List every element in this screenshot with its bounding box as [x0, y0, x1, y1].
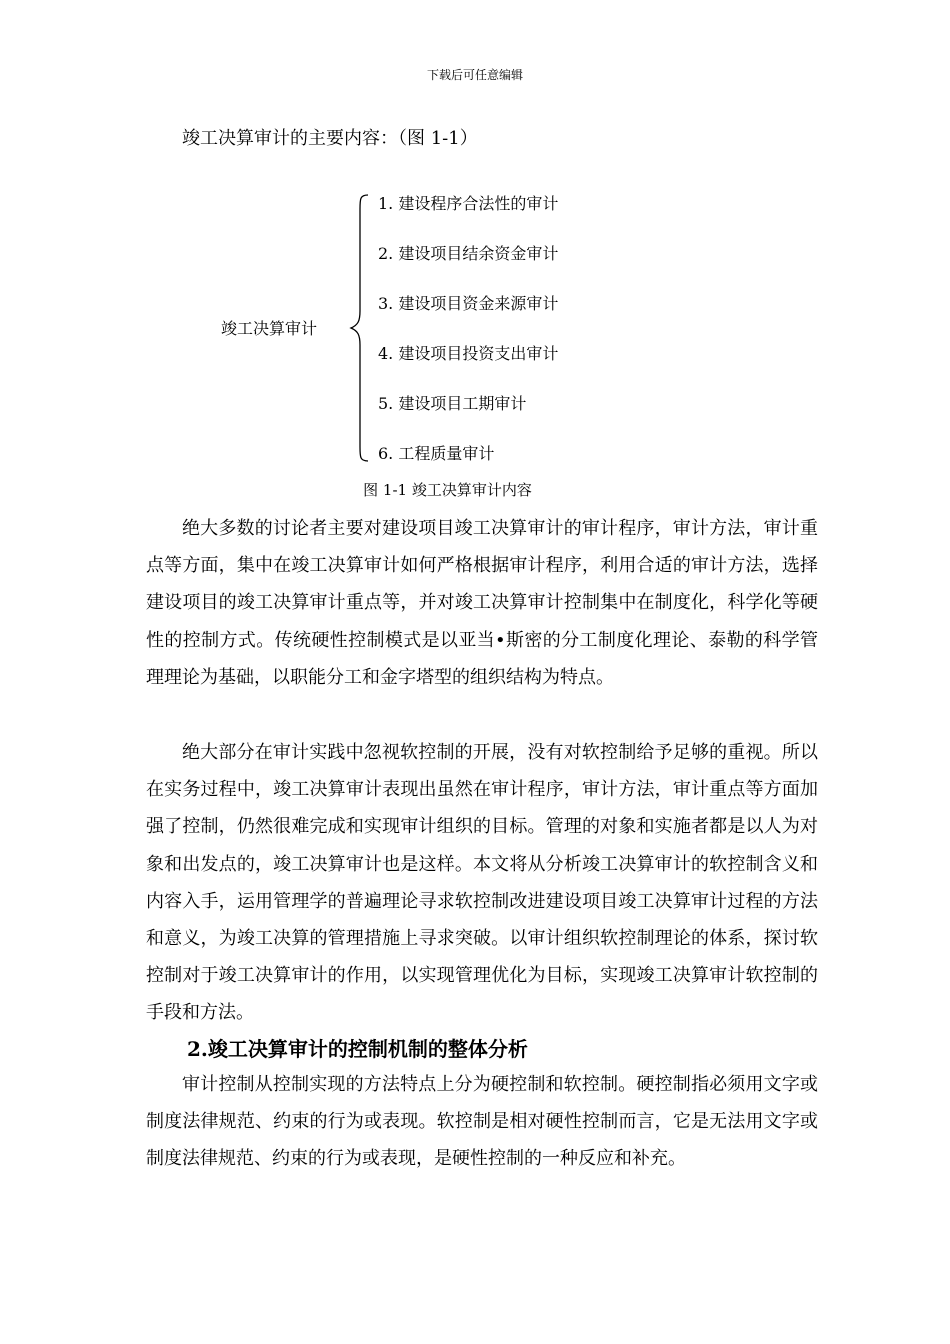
figure-root-label: 竣工决算审计 — [221, 319, 318, 338]
section-paragraph: 审计控制从控制实现的方法特点上分为硬控制和软控制。硬控制指必须用文字或制度法律规范、约束的行为或表现。软控制是相对硬性控制而言，它是无法用文字或制度法律规范、约束的行为或表现，是硬性控制的一种反应和补充。 — [146, 1074, 818, 1170]
figure-item: 6. 工程质量审计 — [378, 444, 495, 463]
figure-caption: 图 1-1 竣工决算审计内容 — [363, 481, 532, 499]
curly-brace-icon — [348, 193, 372, 463]
figure-item: 1. 建设程序合法性的审计 — [378, 194, 559, 213]
figure-item: 2. 建设项目结余资金审计 — [378, 244, 559, 263]
section-heading: 2.竣工决算审计的控制机制的整体分析 — [187, 1037, 528, 1061]
figure-item: 3. 建设项目资金来源审计 — [378, 294, 559, 313]
figure-item: 5. 建设项目工期审计 — [378, 394, 527, 413]
intro-text: 竣工决算审计的主要内容：（图 1-1） — [182, 128, 478, 149]
body-paragraph: 绝大部分在审计实践中忽视软控制的开展，没有对软控制给予足够的重视。所以在实务过程中，竣工决算审计表现出虽然在审计程序，审计方法，审计重点等方面加强了控制，仍然很难完成和实现审计组织的目标。管理的对象和实施者都是以人为对象和出发点的，竣工决算审计也是这样。本文将从分析竣工决算审计的软控制含义和内容入手，运用管理学的普遍理论寻求软控制改进建设项目竣工决算审计过程的方法和意义，为竣工决算的管理措施上寻求突破。以审计组织软控制理论的体系，探讨软控制对于竣工决算审计的作用，以实现管理优化为目标，实现竣工决算审计软控制的手段和方法。 — [146, 742, 818, 1024]
body-paragraph: 绝大多数的讨论者主要对建设项目竣工决算审计的审计程序，审计方法，审计重点等方面，集中在竣工决算审计如何严格根据审计程序，利用合适的审计方法，选择建设项目的竣工决算审计重点等，并对竣工决算审计控制集中在制度化，科学化等硬性的控制方式。传统硬性控制模式是以亚当•斯密的分工制度化理论、泰勒的科学管理理论为基础，以职能分工和金字塔型的组织结构为特点。 — [146, 518, 818, 688]
page-header: 下载后可任意编辑 — [426, 68, 523, 82]
figure-item: 4. 建设项目投资支出审计 — [378, 344, 559, 363]
